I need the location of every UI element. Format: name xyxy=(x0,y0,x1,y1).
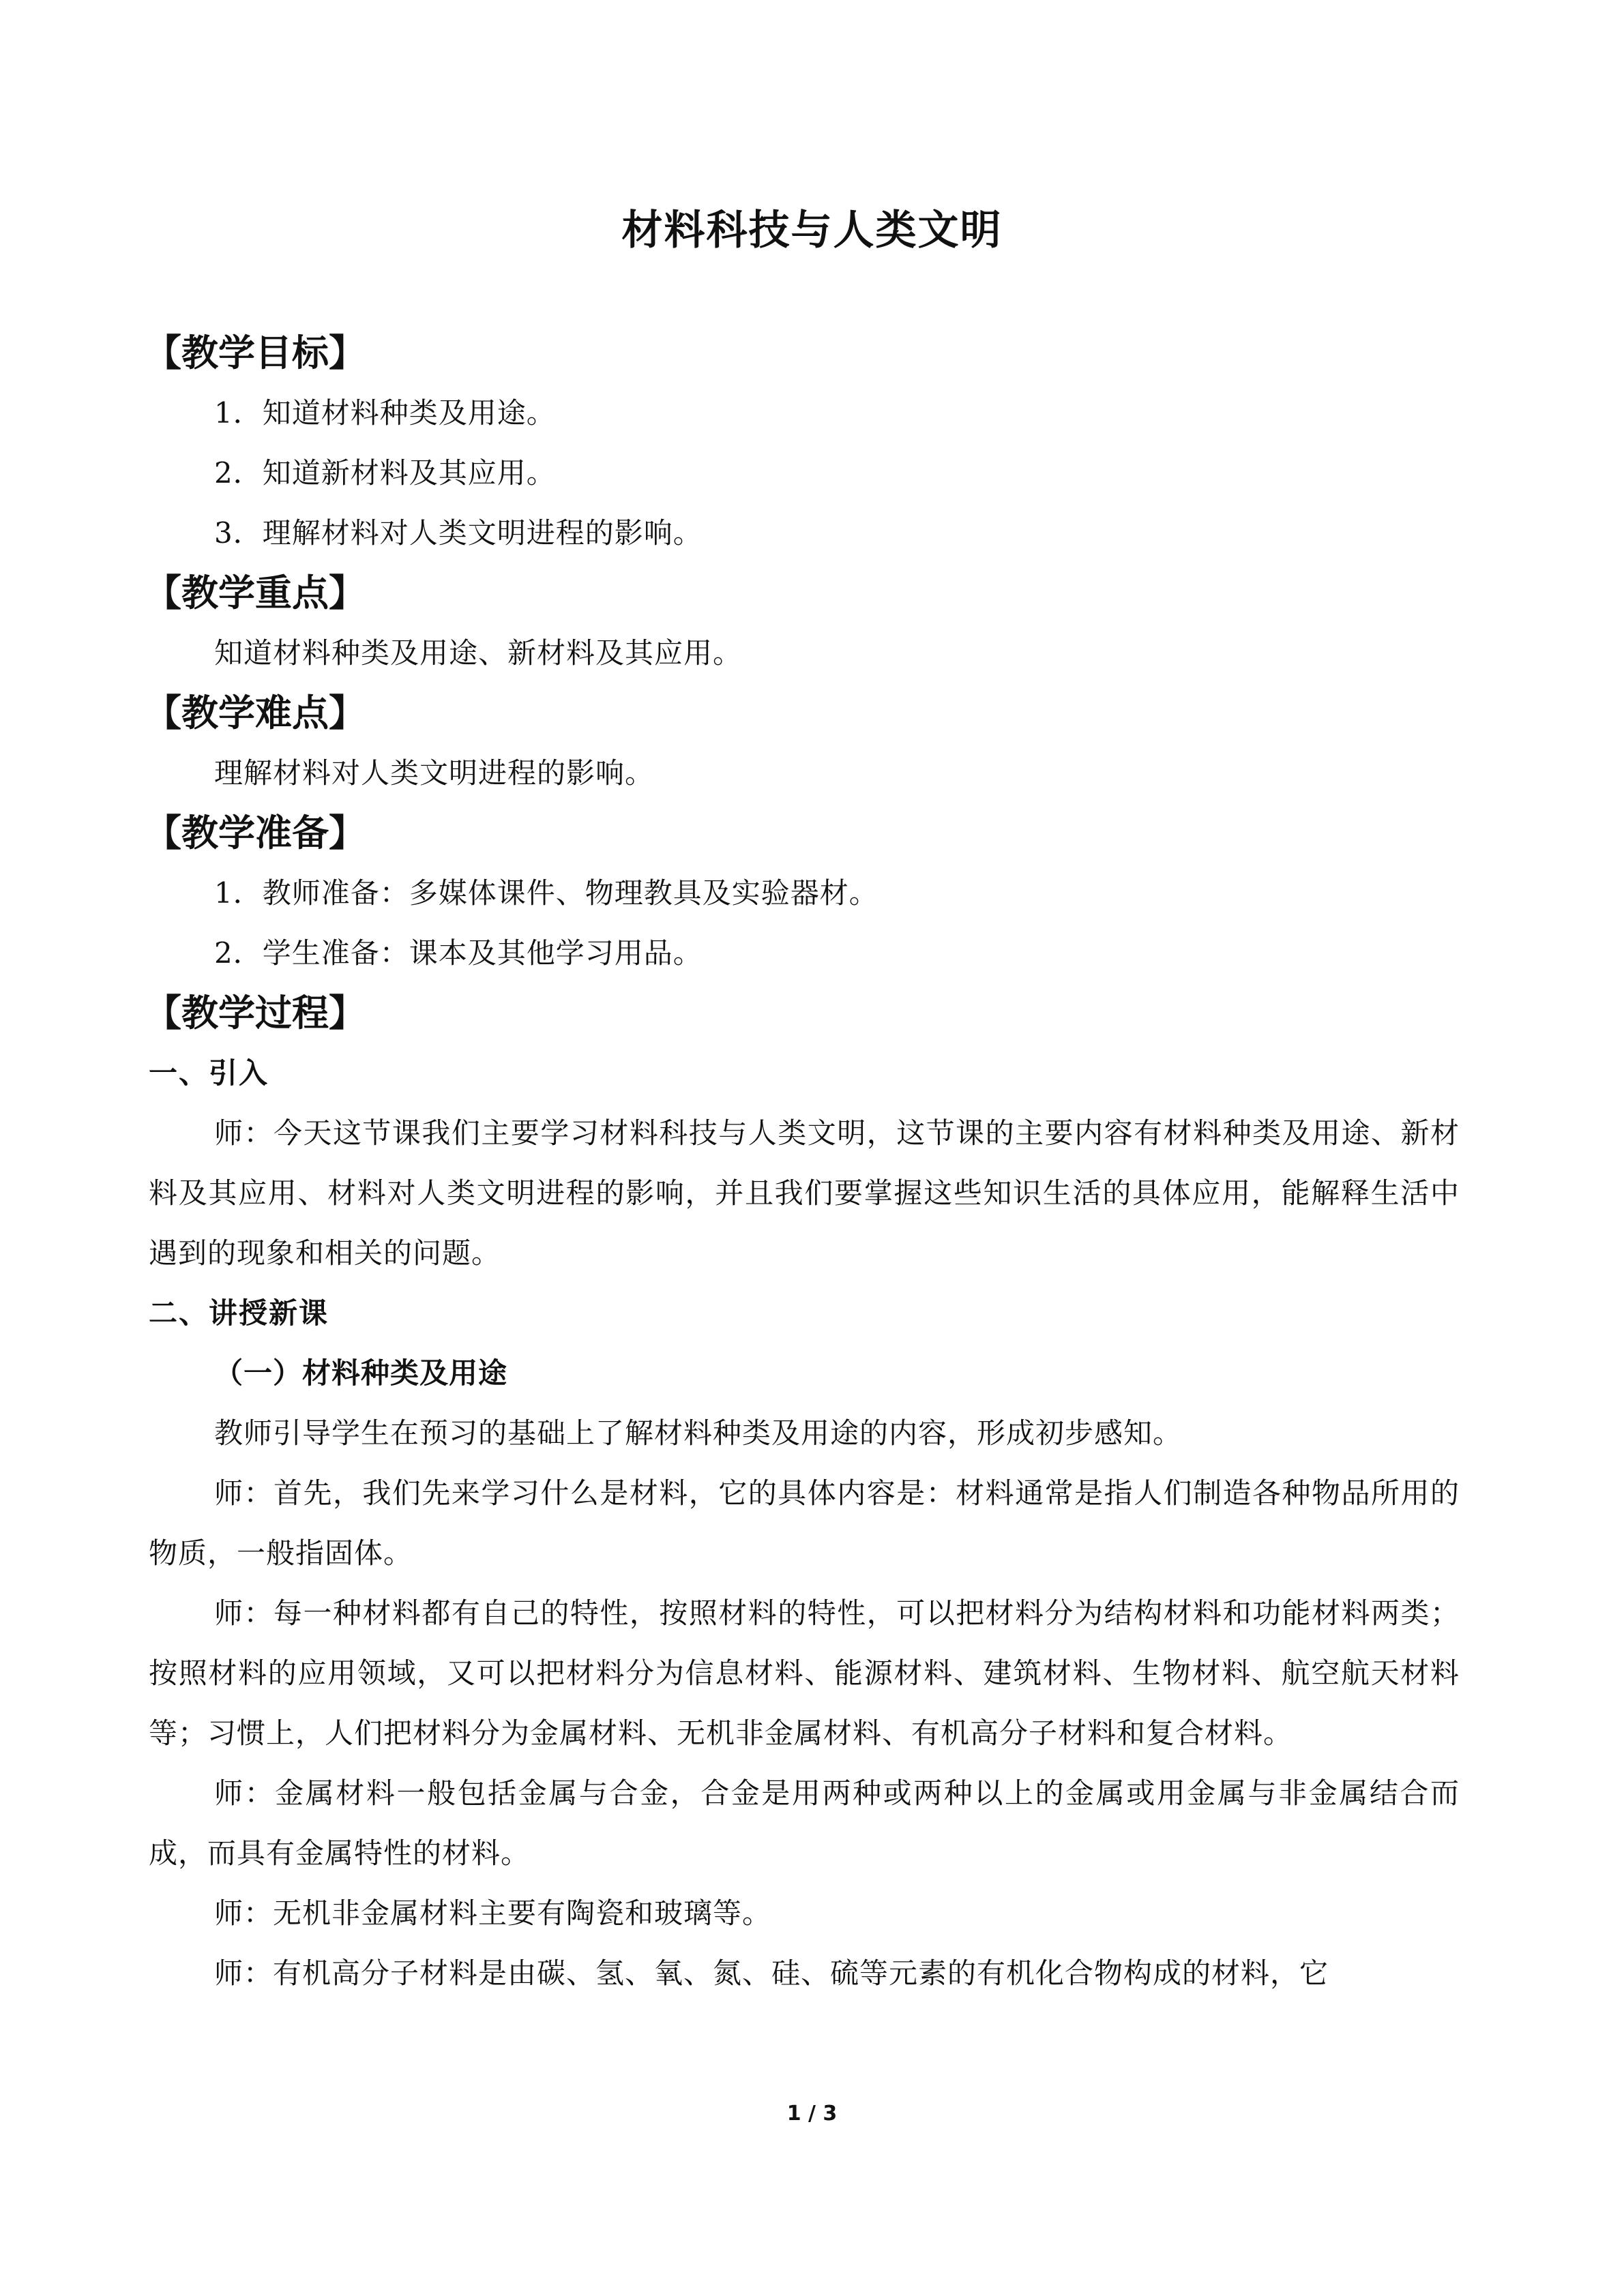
goal-item: 3．理解材料对人类文明进程的影响。 xyxy=(214,516,703,550)
key-points-text: 知道材料种类及用途、新材料及其应用。 xyxy=(214,636,743,670)
lesson-paragraph: 师：金属材料一般包括金属与合金，合金是用两种或两种以上的金属或用金属与非金属结合而成，而具有金属特性的材料。 xyxy=(149,1776,1460,1870)
lesson-paragraph: 师：首先，我们先来学习什么是材料，它的具体内容是：材料通常是指人们制造各种物品所用的物质，一般指固体。 xyxy=(149,1476,1460,1570)
heading-preparation: 【教学准备】 xyxy=(145,811,366,854)
heading-difficulties: 【教学难点】 xyxy=(145,691,366,734)
lesson-paragraph: 师：每一种材料都有自己的特性，按照材料的特性，可以把材料分为结构材料和功能材料两类；按照材料的应用领域，又可以把材料分为信息材料、能源材料、建筑材料、生物材料、航空航天材料等；习惯上，人们把材料分为金属材料、无机非金属材料、有机高分子材料和复合材料。 xyxy=(149,1596,1460,1750)
goal-item: 2．知道新材料及其应用。 xyxy=(214,456,556,490)
difficulties-text: 理解材料对人类文明进程的影响。 xyxy=(214,756,655,790)
preparation-item: 2．学生准备：课本及其他学习用品。 xyxy=(214,936,703,970)
lesson-paragraph: 师：有机高分子材料是由碳、氢、氧、氮、硅、硫等元素的有机化合物构成的材料，它 xyxy=(214,1956,1329,1990)
section-new-lesson-heading: 二、讲授新课 xyxy=(149,1296,329,1330)
lesson-paragraph: 师：无机非金属材料主要有陶瓷和玻璃等。 xyxy=(214,1896,772,1930)
document-title: 材料科技与人类文明 xyxy=(621,207,1003,254)
heading-key-points: 【教学重点】 xyxy=(145,571,366,614)
heading-process: 【教学过程】 xyxy=(145,992,366,1034)
lesson-paragraph: 教师引导学生在预习的基础上了解材料种类及用途的内容，形成初步感知。 xyxy=(214,1416,1183,1450)
section-intro-heading: 一、引入 xyxy=(149,1056,269,1090)
heading-teaching-goals: 【教学目标】 xyxy=(145,331,366,374)
intro-paragraph: 师：今天这节课我们主要学习材料科技与人类文明，这节课的主要内容有材料种类及用途、新材料及其应用、材料对人类文明进程的影响，并且我们要掌握这些知识生活的具体应用，能解释生活中遇到的现象和相关的问题。 xyxy=(149,1116,1460,1270)
document-body xyxy=(145,323,1460,2003)
goal-item: 1．知道材料种类及用途。 xyxy=(214,396,556,430)
subsection-heading: （一）材料种类及用途 xyxy=(214,1356,508,1390)
preparation-item: 1．教师准备：多媒体课件、物理教具及实验器材。 xyxy=(214,876,879,910)
page-number: 1 / 3 xyxy=(786,2102,838,2126)
